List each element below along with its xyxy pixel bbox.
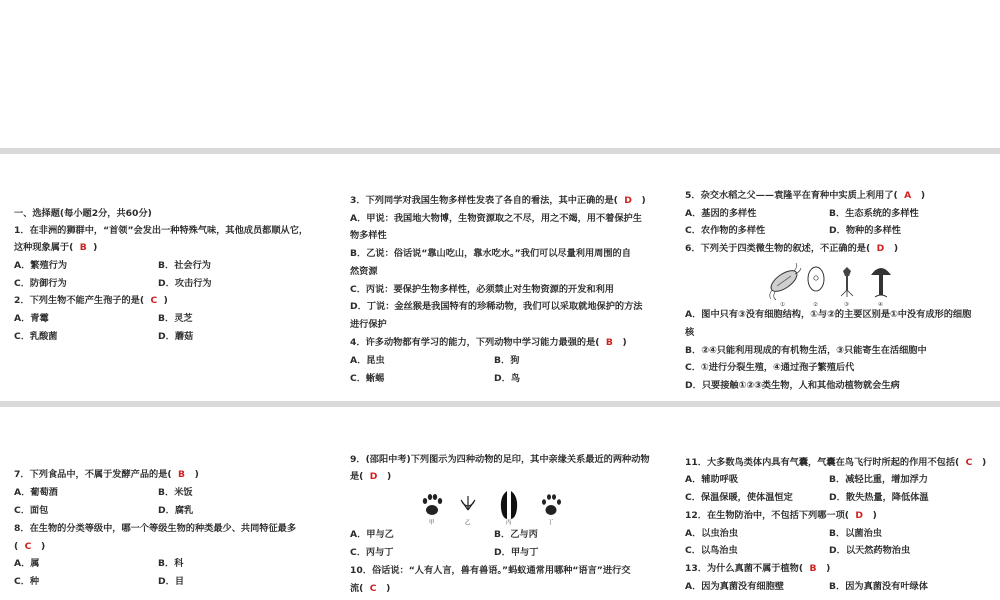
figure-label: ② — [813, 302, 818, 307]
question-9-stem-cont: 是( D ) — [350, 471, 392, 482]
option-d: D．目 — [158, 576, 185, 587]
option-c: C．丙说：要保护生物多样性，必须禁止对生物资源的开发和利用 — [350, 284, 614, 295]
option-c: C．面包 — [14, 505, 49, 516]
option-d: D．物种的多样性 — [829, 225, 901, 236]
option-d: D．丁说：金丝猴是我国特有的珍稀动物，我们可以采取就地保护的方法 — [350, 301, 643, 312]
option-c: C．防御行为 — [14, 278, 67, 289]
paw-print-jia-icon — [423, 494, 442, 515]
mushroom-image — [871, 268, 891, 297]
question-8-stem-cont: ( C ) — [14, 541, 46, 552]
answer-mark: C — [369, 583, 377, 594]
question-5-stem: 5．杂交水稻之父——袁隆平在育种中实质上利用了( A ) — [685, 190, 926, 201]
slide-panel-6 — [671, 407, 1000, 600]
question-10-stem: 10．俗话说：“人有人言，兽有兽语。”蚂蚁通常用哪种“语言”进行交 — [350, 565, 631, 576]
answer-mark: B — [605, 337, 613, 348]
option-d-cont: 进行保护 — [350, 319, 387, 330]
question-1-stem-cont: 这种现象属于( B ) — [14, 242, 98, 253]
option-a: A．昆虫 — [350, 355, 385, 366]
option-b: B．科 — [158, 558, 184, 569]
option-b: B．因为真菌没有叶绿体 — [829, 581, 928, 592]
question-8-stem: 8．在生物的分类等级中，哪一个等级生物的种类最少、共同特征最多 — [14, 523, 297, 534]
option-a: A．辅助呼吸 — [685, 474, 739, 485]
option-c: C．乳酸菌 — [14, 331, 58, 342]
question-6-stem: 6．下列关于四类微生物的叙述，不正确的是( D ) — [685, 243, 899, 254]
option-a: A．属 — [14, 558, 40, 569]
hoof-print-bing-icon — [501, 491, 517, 519]
question-2-stem: 2．下列生物不能产生孢子的是( C ) — [14, 295, 168, 306]
question-13-stem: 13．为什么真菌不属于植物( B ) — [685, 563, 831, 574]
option-c: C．种 — [14, 576, 40, 587]
question-11-stem: 11．大多数鸟类体内具有气囊，气囊在鸟飞行时所起的作用不包括( C ) — [685, 457, 987, 468]
answer-mark: D — [876, 243, 885, 254]
slide-panel-2 — [336, 154, 664, 401]
paw-print-ding-icon — [542, 494, 561, 515]
footprint-figure — [418, 488, 580, 526]
option-a: A．因为真菌没有细胞壁 — [685, 581, 784, 592]
question-4-stem: 4．许多动物都有学习的能力，下列动物中学习能力最强的是( B ) — [350, 337, 627, 348]
option-d: D．只要接触①②③类生物，人和其他动植物就会生病 — [685, 380, 900, 391]
question-9-stem: 9．(邵阳中考)下列图示为四种动物的足印，其中亲缘关系最近的两种动物 — [350, 454, 650, 465]
answer-mark: B — [809, 563, 817, 574]
option-a: A．图中只有③没有细胞结构，①与②的主要区别是①中没有成形的细胞 — [685, 309, 972, 320]
option-a: A．甲说：我国地大物博，生物资源取之不尽，用之不竭，用不着保护生 — [350, 213, 642, 224]
option-a: A．葡萄酒 — [14, 487, 58, 498]
option-c: C．①进行分裂生殖，④通过孢子繁殖后代 — [685, 362, 855, 373]
option-b-cont: 然资源 — [350, 266, 378, 277]
slide-panel-4 — [0, 407, 329, 600]
option-b: B．以菌治虫 — [829, 528, 882, 539]
answer-mark: B — [79, 242, 87, 253]
option-c: C．丙与丁 — [350, 547, 394, 558]
option-b: B．乙说：俗话说“靠山吃山，靠水吃水。”我们可以尽量利用周围的自 — [350, 248, 631, 259]
question-10-stem-cont: 流( C ) — [350, 583, 391, 594]
option-b: B．米饭 — [158, 487, 193, 498]
option-a: A．以虫治虫 — [685, 528, 739, 539]
figure-label: 丁 — [548, 520, 554, 526]
question-1-stem: 1．在非洲的狮群中，“首领”会发出一种特殊气味，其他成员都顺从它， — [14, 225, 309, 236]
option-b: B．②④只能利用现成的有机物生活，③只能寄生在活细胞中 — [685, 345, 927, 356]
option-a-cont: 核 — [685, 327, 695, 338]
option-d: D．甲与丁 — [494, 547, 539, 558]
answer-mark: D — [624, 195, 632, 206]
answer-mark: A — [904, 190, 912, 201]
figure-label: ④ — [878, 302, 883, 307]
figure-label: 乙 — [465, 520, 471, 526]
slide-panel-5 — [336, 407, 664, 600]
option-a-cont: 物多样性 — [350, 230, 387, 241]
option-d: D．鸟 — [494, 373, 521, 384]
question-12-stem: 12．在生物防治中，不包括下列哪一项( D ) — [685, 510, 877, 521]
yeast-cell-image — [808, 267, 824, 291]
option-a: A．青霉 — [14, 313, 49, 324]
option-c: C．保温保暖，使体温恒定 — [685, 492, 793, 503]
option-a: A．甲与乙 — [350, 529, 394, 540]
option-d: D．腐乳 — [158, 505, 194, 516]
answer-mark: C — [965, 457, 973, 468]
answer-mark: B — [178, 469, 186, 480]
option-b: B．减轻比重，增加浮力 — [829, 474, 928, 485]
slide-panel-1 — [0, 154, 329, 401]
answer-mark: D — [855, 510, 864, 521]
section-title: 一、选择题(每小题2分，共60分) — [14, 208, 152, 219]
slide-panel-3 — [671, 154, 1000, 401]
option-d: D．散失热量，降低体温 — [829, 492, 929, 503]
answer-mark: C — [150, 295, 158, 306]
figure-label: ③ — [844, 302, 849, 307]
figure-label: 丙 — [506, 520, 512, 526]
answer-mark: C — [24, 541, 32, 552]
question-7-stem: 7．下列食品中，不属于发酵产品的是( B ) — [14, 469, 199, 480]
bird-footprint-yi-icon — [461, 496, 475, 510]
bacterium-image — [768, 263, 801, 300]
microorganism-figure — [767, 259, 897, 307]
option-b: B．灵芝 — [158, 313, 193, 324]
option-b: B．乙与丙 — [494, 529, 538, 540]
option-c: C．蜥蜴 — [350, 373, 385, 384]
answer-mark: D — [369, 471, 378, 482]
option-a: A．基因的多样性 — [685, 208, 757, 219]
option-d: D．以天然药物治虫 — [829, 545, 911, 556]
virus-image — [841, 267, 853, 297]
option-c: C．农作物的多样性 — [685, 225, 766, 236]
option-a: A．繁殖行为 — [14, 260, 68, 271]
option-b: B．生态系统的多样性 — [829, 208, 919, 219]
question-3-stem: 3．下列同学对我国生物多样性发表了各自的看法，其中正确的是( D ) — [350, 195, 646, 206]
figure-label: 甲 — [429, 520, 435, 526]
option-b: B．社会行为 — [158, 260, 211, 271]
option-d: D．蘑菇 — [158, 331, 194, 342]
option-d: D．攻击行为 — [158, 278, 212, 289]
option-b: B．狗 — [494, 355, 520, 366]
option-c: C．以鸟治虫 — [685, 545, 738, 556]
figure-label: ① — [780, 302, 785, 307]
